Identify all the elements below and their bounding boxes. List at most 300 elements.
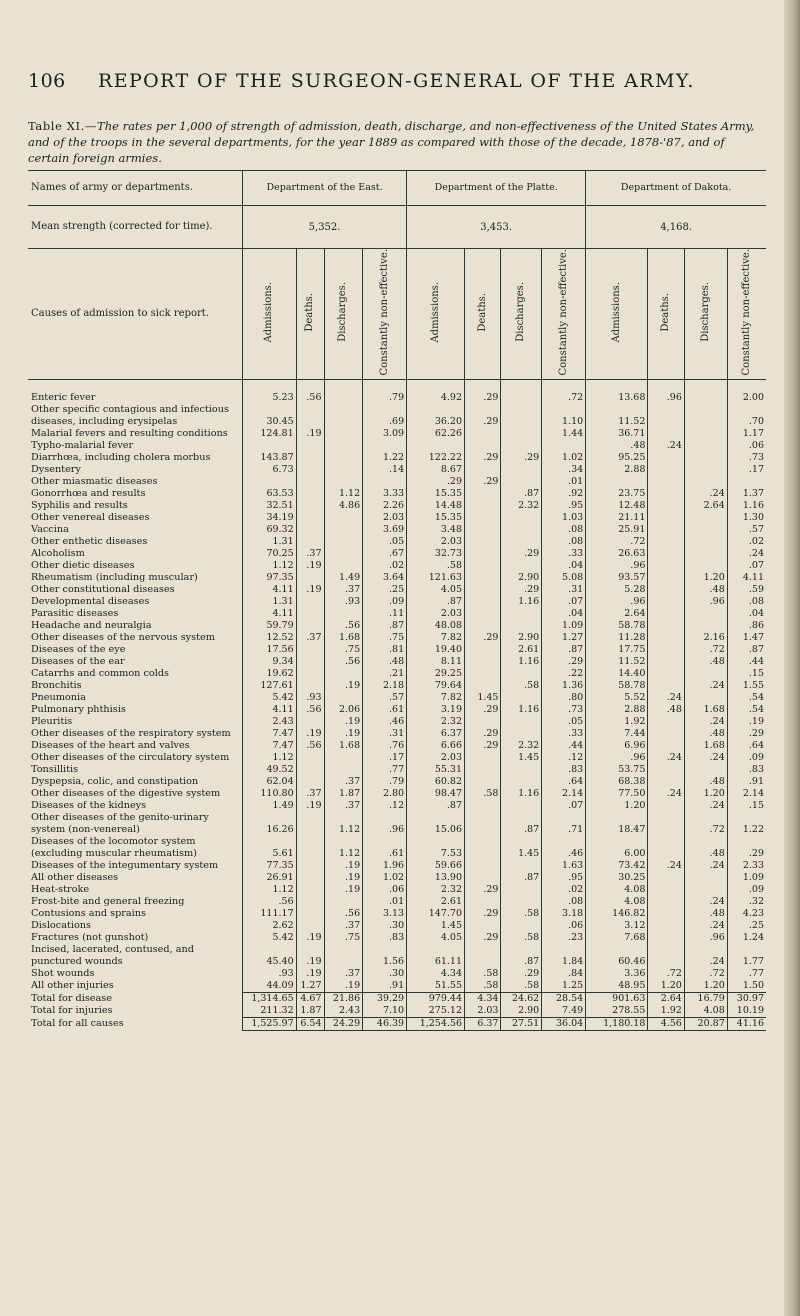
rate-cell: .29 — [465, 932, 501, 944]
rate-cell — [648, 476, 684, 488]
rate-cell: 6.73 — [243, 464, 297, 476]
rate-cell: 1.49 — [243, 800, 297, 812]
rate-cell: .29 — [501, 584, 542, 596]
rate-cell: .24 — [727, 548, 766, 560]
rate-cell: .72 — [684, 968, 727, 980]
rate-cell — [465, 752, 501, 764]
rate-cell — [648, 620, 684, 632]
rate-cell: .73 — [727, 452, 766, 464]
rate-cell: 2.03 — [407, 752, 465, 764]
rate-cell: .96 — [586, 752, 648, 764]
colhead-label: Admissions. — [263, 281, 275, 343]
rate-cell: .61 — [363, 704, 407, 716]
colhead-dakota-discharges — [684, 249, 727, 380]
colhead-platte-non-effective — [542, 249, 586, 380]
rate-cell: .24 — [648, 440, 684, 452]
rate-cell — [465, 644, 501, 656]
total-cell: 30.97 — [727, 992, 766, 1005]
table-row — [28, 452, 766, 464]
rate-cell: .37 — [296, 548, 324, 560]
rate-cell: .06 — [542, 920, 586, 932]
rate-cell: .58 — [501, 980, 542, 993]
rate-cell: 29.25 — [407, 668, 465, 680]
total-row — [28, 1005, 766, 1018]
rate-cell: .37 — [324, 920, 363, 932]
rate-cell — [465, 548, 501, 560]
table-row — [28, 692, 766, 704]
rate-cell: .02 — [727, 536, 766, 548]
table-row — [28, 716, 766, 728]
rate-cell: 1.02 — [363, 872, 407, 884]
cause-label: Other diseases of the respiratory system — [31, 727, 231, 739]
rate-cell — [324, 512, 363, 524]
rate-cell — [465, 872, 501, 884]
rate-cell — [648, 464, 684, 476]
rate-cell: .33 — [542, 548, 586, 560]
rate-cell: 18.47 — [586, 812, 648, 836]
rate-cell: .91 — [363, 980, 407, 993]
rate-cell: .29 — [407, 476, 465, 488]
rate-cell — [648, 560, 684, 572]
rate-cell: .07 — [542, 800, 586, 812]
dept-dakota-name: Department of Dakota. — [586, 171, 766, 206]
rate-cell — [684, 692, 727, 704]
rate-cell: .58 — [407, 560, 465, 572]
rate-cell: 124.81 — [243, 428, 297, 440]
rate-cell: .96 — [586, 596, 648, 608]
rate-cell — [465, 620, 501, 632]
rate-cell: 11.28 — [586, 632, 648, 644]
colhead-dakota-admissions — [586, 249, 648, 380]
rate-cell: .87 — [407, 596, 465, 608]
cause-label: Pulmonary phthisis — [31, 703, 126, 715]
total-cell: 6.37 — [465, 1017, 501, 1030]
rate-cell: 7.82 — [407, 692, 465, 704]
page-edge — [784, 0, 800, 1316]
rate-cell: .87 — [363, 620, 407, 632]
rate-cell — [324, 476, 363, 488]
cause-label: Rheumatism (including muscular) — [31, 571, 198, 583]
rate-cell — [324, 560, 363, 572]
table-row — [28, 872, 766, 884]
colhead-label: Discharges. — [515, 282, 527, 343]
rate-cell: .19 — [727, 716, 766, 728]
rate-cell: 4.11 — [243, 584, 297, 596]
rate-cell — [324, 440, 363, 452]
rate-cell: 60.46 — [586, 944, 648, 968]
table-row — [28, 572, 766, 584]
rate-cell: .56 — [243, 896, 297, 908]
rate-cell: 122.22 — [407, 452, 465, 464]
rate-cell: .93 — [324, 596, 363, 608]
rate-cell — [684, 524, 727, 536]
rate-cell: 7.47 — [243, 740, 297, 752]
total-cell: 1.92 — [648, 1005, 684, 1018]
rate-cell: .29 — [465, 452, 501, 464]
rate-cell — [684, 392, 727, 404]
table-row — [28, 740, 766, 752]
rate-cell: 2.61 — [407, 896, 465, 908]
rate-cell: .48 — [363, 656, 407, 668]
rate-cell: .07 — [727, 560, 766, 572]
colhead-platte-admissions — [407, 249, 465, 380]
rate-cell — [648, 404, 684, 428]
table-row — [28, 968, 766, 980]
rate-cell: 5.61 — [243, 836, 297, 860]
total-cell: 24.62 — [501, 992, 542, 1005]
colhead-platte-deaths — [465, 249, 501, 380]
cause-label: Enteric fever — [31, 391, 96, 403]
rate-cell — [324, 428, 363, 440]
rate-cell — [648, 944, 684, 968]
rate-cell: 7.53 — [407, 836, 465, 860]
rate-cell: .19 — [296, 728, 324, 740]
rate-cell: .61 — [363, 836, 407, 860]
table-row — [28, 524, 766, 536]
cause-label: All other injuries — [31, 980, 114, 991]
rate-cell: 7.47 — [243, 728, 297, 740]
rate-cell — [324, 752, 363, 764]
rate-cell: 2.90 — [501, 572, 542, 584]
rate-cell: 147.70 — [407, 908, 465, 920]
total-label: Total for injuries — [31, 1005, 113, 1016]
rate-cell: 60.82 — [407, 776, 465, 788]
rate-cell: .07 — [542, 596, 586, 608]
rate-cell: 12.52 — [243, 632, 297, 644]
rate-cell: 1.47 — [727, 632, 766, 644]
rate-cell: 4.05 — [407, 932, 465, 944]
rate-cell: .77 — [727, 968, 766, 980]
rate-cell: .12 — [363, 800, 407, 812]
rate-cell — [296, 464, 324, 476]
rate-cell: 1.16 — [501, 788, 542, 800]
rate-cell — [648, 656, 684, 668]
table-row — [28, 548, 766, 560]
rate-cell — [465, 896, 501, 908]
rate-cell — [501, 512, 542, 524]
rate-cell: .72 — [684, 644, 727, 656]
rate-cell — [542, 440, 586, 452]
rate-cell — [648, 584, 684, 596]
rate-cell — [501, 620, 542, 632]
rate-cell: 70.25 — [243, 548, 297, 560]
rate-cell: 68.38 — [586, 776, 648, 788]
rate-cell: .12 — [542, 752, 586, 764]
rate-cell — [648, 908, 684, 920]
table-row — [28, 620, 766, 632]
cause-label: Diseases of the integumentary system — [31, 859, 219, 871]
total-row — [28, 992, 766, 1005]
rate-cell: 15.35 — [407, 488, 465, 500]
spacer-row — [28, 379, 766, 392]
table-row — [28, 392, 766, 404]
rate-cell: 2.03 — [407, 608, 465, 620]
rate-cell: .58 — [501, 680, 542, 692]
cause-label: Headache and neuralgia — [31, 619, 152, 631]
rate-cell — [296, 404, 324, 428]
rate-cell — [684, 668, 727, 680]
caption-text: The rates per 1,000 of strength of admission, death, discharge, and non-effectiveness of the United States Army, and of the troops in the several departments, for the year 1889 as compared with those of the decade, 1878-'87, and of certain foreign armies. — [28, 119, 755, 165]
table-row — [28, 752, 766, 764]
rate-cell: .95 — [542, 872, 586, 884]
colhead-label: Admissions. — [429, 281, 441, 343]
rate-cell: 8.11 — [407, 656, 465, 668]
cause-label: Incised, lacerated, contused, and punctured wounds — [31, 943, 194, 967]
rate-cell: 5.52 — [586, 692, 648, 704]
rate-cell: 7.44 — [586, 728, 648, 740]
rate-cell: .21 — [363, 668, 407, 680]
rate-cell: .48 — [684, 776, 727, 788]
rate-cell: 59.79 — [243, 620, 297, 632]
rate-cell: .59 — [727, 584, 766, 596]
rate-cell: 1.68 — [684, 740, 727, 752]
rate-cell — [501, 428, 542, 440]
rate-cell — [648, 812, 684, 836]
rate-cell: 95.25 — [586, 452, 648, 464]
rate-cell — [501, 536, 542, 548]
rate-cell — [648, 500, 684, 512]
total-cell: 10.19 — [727, 1005, 766, 1018]
cause-label: Catarrhs and common colds — [31, 667, 170, 679]
rate-cell: .56 — [324, 656, 363, 668]
rate-cell: .24 — [648, 752, 684, 764]
rate-cell: 1.16 — [727, 500, 766, 512]
total-label: Total for disease — [31, 992, 112, 1004]
rate-cell — [324, 608, 363, 620]
rate-cell — [465, 944, 501, 968]
rate-cell — [465, 920, 501, 932]
rate-cell — [648, 776, 684, 788]
rate-cell — [465, 776, 501, 788]
cause-label: Parasitic diseases — [31, 607, 119, 619]
table-row — [28, 560, 766, 572]
rate-cell: .70 — [727, 404, 766, 428]
strength-label: Mean strength (corrected for time). — [28, 206, 243, 249]
rate-cell: .09 — [727, 752, 766, 764]
table-row — [28, 608, 766, 620]
rate-cell: 23.75 — [586, 488, 648, 500]
rate-cell: .22 — [542, 668, 586, 680]
rate-cell — [648, 884, 684, 896]
rate-cell — [296, 716, 324, 728]
rate-cell: .19 — [324, 884, 363, 896]
rate-cell: 1.87 — [324, 788, 363, 800]
rate-cell: .87 — [501, 872, 542, 884]
rate-cell: 2.16 — [684, 632, 727, 644]
rate-cell: .29 — [465, 740, 501, 752]
rate-cell: 1.63 — [542, 860, 586, 872]
table-row — [28, 536, 766, 548]
cause-label: Pleuritis — [31, 715, 73, 727]
cause-label: Dyspepsia, colic, and constipation — [31, 775, 199, 787]
table-row — [28, 668, 766, 680]
table-row — [28, 464, 766, 476]
rate-cell — [684, 620, 727, 632]
rate-cell: 1.31 — [243, 536, 297, 548]
rate-cell: .09 — [363, 596, 407, 608]
rate-cell: .02 — [363, 560, 407, 572]
rate-cell: 2.32 — [501, 500, 542, 512]
rate-cell: 11.52 — [586, 404, 648, 428]
rate-cell: .19 — [296, 428, 324, 440]
cause-label: Heat-stroke — [31, 883, 90, 895]
rate-cell: .72 — [648, 968, 684, 980]
rate-cell: 4.34 — [407, 968, 465, 980]
rate-cell — [501, 728, 542, 740]
rate-cell: 1.36 — [542, 680, 586, 692]
rate-cell — [684, 548, 727, 560]
rate-cell: .29 — [465, 476, 501, 488]
rate-cell — [296, 668, 324, 680]
rate-cell: .19 — [324, 860, 363, 872]
table-row — [28, 500, 766, 512]
rate-cell: .83 — [363, 932, 407, 944]
rate-cell: .29 — [727, 836, 766, 860]
rate-cell — [501, 668, 542, 680]
rate-cell: .30 — [363, 920, 407, 932]
rate-cell — [684, 452, 727, 464]
rate-cell: 58.78 — [586, 680, 648, 692]
cause-label: Dislocations — [31, 919, 92, 931]
rate-cell — [324, 404, 363, 428]
rate-cell: .87 — [542, 644, 586, 656]
table-row — [28, 980, 766, 993]
total-cell: 24.29 — [324, 1017, 363, 1030]
rate-cell: 1.49 — [324, 572, 363, 584]
rate-cell — [465, 812, 501, 836]
cause-label: Other diseases of the digestive system — [31, 787, 221, 799]
rate-cell — [296, 488, 324, 500]
rate-cell: .04 — [542, 560, 586, 572]
rate-cell: .84 — [542, 968, 586, 980]
table-row — [28, 644, 766, 656]
rate-cell: .24 — [684, 752, 727, 764]
rate-cell: 5.23 — [243, 392, 297, 404]
rate-cell: 1.02 — [542, 452, 586, 464]
rate-cell: .24 — [684, 488, 727, 500]
rate-cell: .08 — [542, 536, 586, 548]
colhead-east-discharges — [324, 249, 363, 380]
colhead-east-deaths — [296, 249, 324, 380]
rate-cell — [465, 488, 501, 500]
rate-cell: 3.09 — [363, 428, 407, 440]
rate-cell: 1.31 — [243, 596, 297, 608]
rates-table — [28, 170, 766, 1031]
total-cell: 1,180.18 — [586, 1017, 648, 1030]
table-row — [28, 860, 766, 872]
rate-cell — [296, 656, 324, 668]
rate-cell: .48 — [648, 704, 684, 716]
rate-cell: .29 — [465, 728, 501, 740]
rate-cell: 1.96 — [363, 860, 407, 872]
rate-cell — [648, 488, 684, 500]
rate-cell: .46 — [363, 716, 407, 728]
rate-cell — [648, 512, 684, 524]
rate-cell: .24 — [648, 692, 684, 704]
rate-cell: .29 — [501, 968, 542, 980]
rate-cell: 111.17 — [243, 908, 297, 920]
rate-cell: .29 — [501, 452, 542, 464]
rate-cell: 1.10 — [542, 404, 586, 428]
rate-cell: 30.45 — [243, 404, 297, 428]
rate-cell — [501, 776, 542, 788]
rate-cell — [648, 596, 684, 608]
table-row — [28, 476, 766, 488]
total-cell: 278.55 — [586, 1005, 648, 1018]
rate-cell: .29 — [501, 548, 542, 560]
rate-cell: 1.68 — [324, 632, 363, 644]
table-row — [28, 896, 766, 908]
rate-cell: 45.40 — [243, 944, 297, 968]
rate-cell: 63.53 — [243, 488, 297, 500]
total-cell: 4.56 — [648, 1017, 684, 1030]
rate-cell — [296, 776, 324, 788]
rate-cell — [501, 692, 542, 704]
rate-cell: .19 — [296, 944, 324, 968]
cause-label: Frost-bite and general freezing — [31, 895, 185, 907]
rate-cell: 69.32 — [243, 524, 297, 536]
rate-cell: 1.22 — [727, 812, 766, 836]
rate-cell — [296, 452, 324, 464]
rate-cell: 12.48 — [586, 500, 648, 512]
rate-cell: 1.24 — [727, 932, 766, 944]
rate-cell: 2.64 — [684, 500, 727, 512]
rate-cell: .72 — [684, 812, 727, 836]
total-label: Total for all causes — [31, 1018, 124, 1029]
table-row — [28, 836, 766, 860]
rate-cell: .29 — [465, 404, 501, 428]
rate-cell: .04 — [727, 608, 766, 620]
rate-cell: 1.12 — [324, 488, 363, 500]
rate-cell: .44 — [542, 740, 586, 752]
rate-cell: 1.20 — [684, 572, 727, 584]
rate-cell: 1.20 — [586, 800, 648, 812]
rate-cell — [324, 464, 363, 476]
rate-cell: 2.00 — [727, 392, 766, 404]
rate-cell: 2.61 — [501, 644, 542, 656]
rate-cell — [684, 464, 727, 476]
rate-cell: .75 — [324, 932, 363, 944]
cause-label: Diseases of the eye — [31, 643, 126, 655]
rate-cell: .48 — [684, 908, 727, 920]
rate-cell — [324, 896, 363, 908]
total-cell: 1,314.65 — [243, 992, 297, 1005]
rate-cell — [684, 476, 727, 488]
rate-cell — [296, 812, 324, 836]
rate-cell: .29 — [465, 632, 501, 644]
dept-east-name: Department of the East. — [243, 171, 407, 206]
rate-cell — [501, 476, 542, 488]
rate-cell: .87 — [501, 812, 542, 836]
rate-cell: 1.50 — [727, 980, 766, 993]
rate-cell: 15.06 — [407, 812, 465, 836]
rate-cell: 1.37 — [727, 488, 766, 500]
total-cell: 2.43 — [324, 1005, 363, 1018]
rate-cell: 1.68 — [324, 740, 363, 752]
rate-cell: 1.44 — [542, 428, 586, 440]
rate-cell: 1.12 — [243, 560, 297, 572]
rate-cell: 3.64 — [363, 572, 407, 584]
rate-cell: 32.51 — [243, 500, 297, 512]
rate-cell — [648, 608, 684, 620]
rate-cell: 2.14 — [542, 788, 586, 800]
rate-cell: 7.82 — [407, 632, 465, 644]
total-cell: 4.34 — [465, 992, 501, 1005]
colhead-label: Admissions. — [610, 281, 622, 343]
rate-cell: .93 — [243, 968, 297, 980]
cause-label: Diseases of the kidneys — [31, 799, 147, 811]
rate-cell — [501, 464, 542, 476]
